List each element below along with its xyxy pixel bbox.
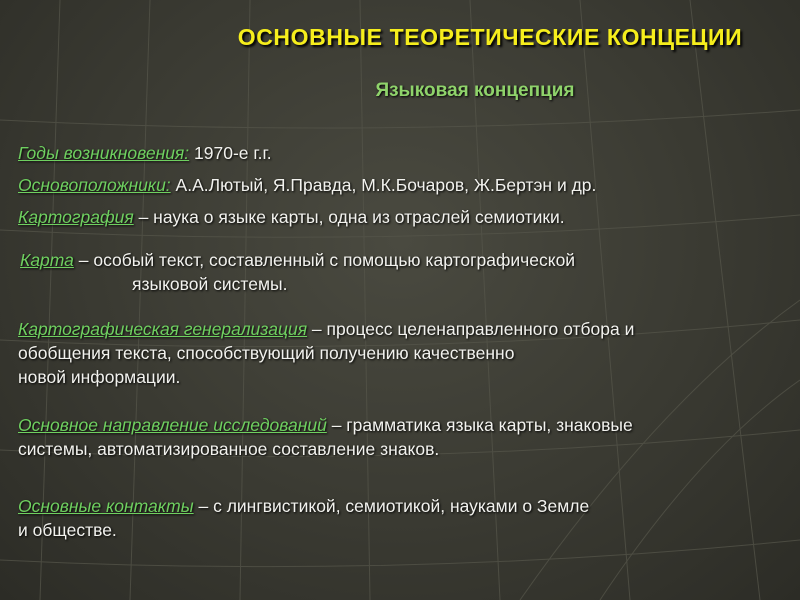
research-paragraph [18, 413, 800, 461]
generalization-paragraph [18, 317, 800, 389]
research-text-line1: – грамматика языка карты, знаковые [326, 415, 633, 435]
research-text-line2: системы, автоматизированное составление знаков. [18, 439, 440, 459]
generalization-text-line1: – процесс целенаправленного отбора и [307, 319, 635, 339]
cartography-term: Картография [18, 207, 134, 227]
research-term: Основное направление исследований [18, 415, 327, 435]
founders-term: Основоположники: [18, 175, 171, 195]
slide-subtitle: Языковая концепция [375, 80, 575, 101]
cartography-text: – наука о языке карты, одна из отраслей семиотики. [133, 207, 565, 227]
years-term: Годы возникновения: [18, 143, 190, 163]
map-text-line2: языковой системы. [132, 274, 288, 294]
map-text-line1: – особый текст, составленный с помощью картографической [73, 250, 576, 270]
contacts-term: Основные контакты [18, 496, 194, 516]
generalization-text-line2: обобщения текста, способствующий получению качественно [18, 343, 515, 363]
generalization-term: Картографическая генерализация [18, 319, 308, 339]
years-paragraph [18, 141, 800, 165]
contacts-text-line2: и обществе. [18, 520, 117, 540]
years-text: 1970-е г.г. [189, 143, 272, 163]
founders-text: А.А.Лютый, Я.Правда, М.К.Бочаров, Ж.Бертэн и др. [170, 175, 597, 195]
map-term: Карта [20, 250, 74, 270]
contacts-text-line1: – с лингвистикой, семиотикой, науками о Земле [193, 496, 590, 516]
founders-paragraph [18, 173, 800, 197]
map-paragraph [20, 248, 800, 296]
slide-title: ОСНОВНЫЕ ТЕОРЕТИЧЕСКИЕ КОНЦЕЦИИ [237, 24, 743, 50]
contacts-paragraph [18, 494, 800, 542]
generalization-text-line3: новой информации. [18, 367, 181, 387]
cartography-paragraph [18, 205, 800, 229]
